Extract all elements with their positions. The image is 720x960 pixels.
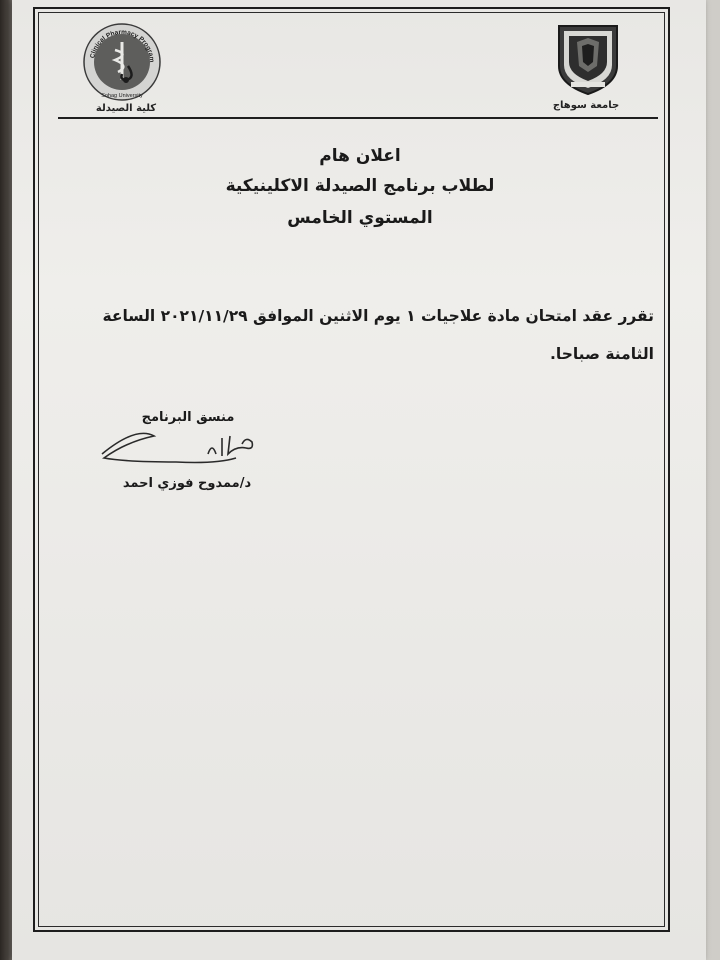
logo-ring-text: Clinical Pharmacy Program	[89, 28, 156, 63]
signatory-name: د/ممدوح فوزي احمد	[122, 476, 252, 491]
announcement-title: اعلان هام	[319, 146, 401, 166]
announcement-audience: لطلاب برنامج الصيدلة الاكلينيكية	[225, 176, 495, 196]
logo-bottom-text: Sohag University	[101, 93, 143, 99]
clinical-pharmacy-program-logo	[82, 22, 162, 102]
sohag-university-logo	[555, 22, 621, 96]
header-divider	[58, 117, 658, 119]
faculty-caption: كلية الصيدلة	[95, 103, 157, 114]
university-caption: جامعة سوهاج	[552, 100, 620, 111]
announcement-level: المستوي الخامس	[287, 208, 433, 228]
signatory-role: منسق البرنامج	[141, 410, 235, 425]
announcement-body: تقرر عقد امتحان مادة علاجيات ١ يوم الاثنين الموافق ٢٠٢١/١١/٢٩ الساعة الثامنة صباحا.	[102, 307, 654, 363]
handwritten-signature	[96, 424, 261, 469]
